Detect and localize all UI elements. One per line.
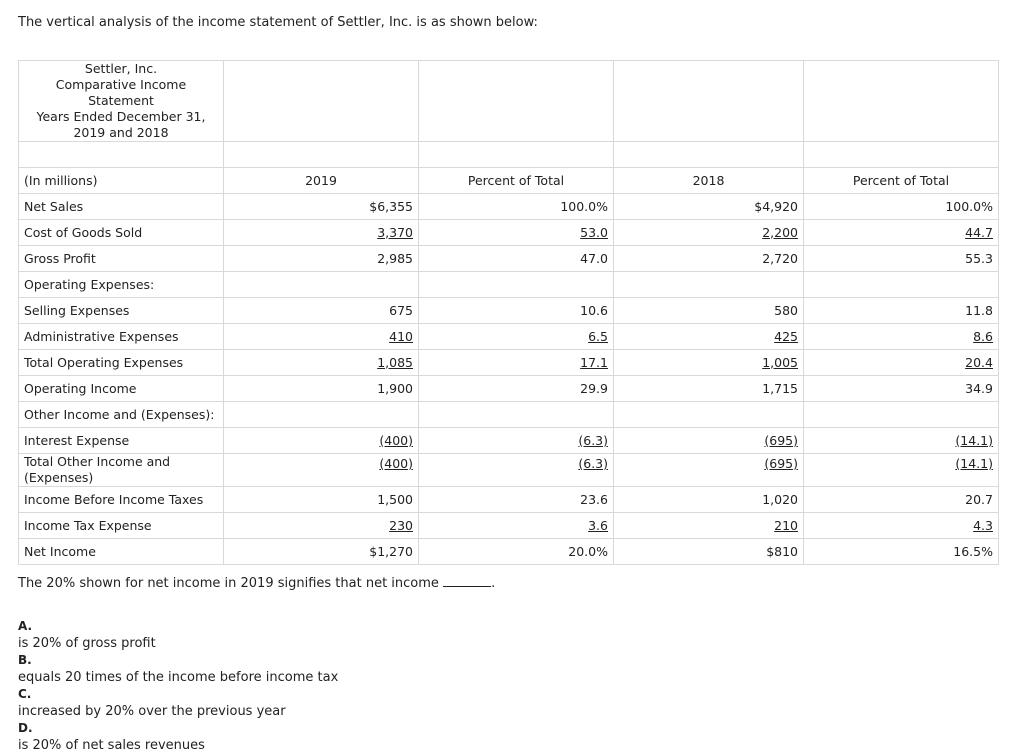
- column-header-row: [19, 168, 999, 194]
- row-label: Interest Expense: [19, 428, 224, 454]
- value-2018: 1,020: [614, 487, 804, 513]
- percent-2018: 44.7: [965, 224, 993, 240]
- header-percent-2019: Percent of Total: [419, 168, 614, 194]
- percent-2018: 4.3: [973, 517, 993, 533]
- percent-2019: 53.0: [580, 224, 608, 240]
- table-row: [19, 298, 999, 324]
- row-label: Operating Expenses:: [19, 272, 224, 298]
- choice-a[interactable]: [18, 618, 338, 652]
- percent-2019: 47.0: [419, 246, 614, 272]
- choice-b[interactable]: [18, 652, 338, 686]
- value-2018: $810: [614, 539, 804, 565]
- choice-d[interactable]: [18, 720, 338, 754]
- table-row: [19, 454, 999, 487]
- percent-2019: (6.3): [578, 456, 608, 471]
- percent-2019: 3.6: [588, 517, 608, 533]
- percent-2018: 8.6: [973, 328, 993, 344]
- choice-text: is 20% of gross profit: [18, 636, 156, 651]
- row-label: Administrative Expenses: [19, 324, 224, 350]
- value-2019: $1,270: [224, 539, 419, 565]
- percent-2018: 16.5%: [804, 539, 999, 565]
- table-row: [19, 220, 999, 246]
- row-label: Cost of Goods Sold: [19, 220, 224, 246]
- spacer-row: [19, 142, 999, 168]
- value-2019: 1,500: [224, 487, 419, 513]
- value-2018: 210: [774, 517, 798, 533]
- percent-2018: 34.9: [804, 376, 999, 402]
- row-label: Other Income and (Expenses):: [19, 402, 224, 428]
- row-label: Income Tax Expense: [19, 513, 224, 539]
- table-row: [19, 539, 999, 565]
- value-2019: 1,900: [224, 376, 419, 402]
- answer-blank: [443, 576, 491, 587]
- statement-title-row: [19, 61, 999, 142]
- income-statement-table: [18, 60, 999, 565]
- choice-text: is 20% of net sales revenues: [18, 738, 205, 753]
- value-2018: 425: [774, 328, 798, 344]
- table-row: [19, 350, 999, 376]
- percent-2018: 55.3: [804, 246, 999, 272]
- value-2018: (695): [764, 432, 798, 448]
- choice-letter: B.: [18, 653, 32, 667]
- table-row: [19, 194, 999, 220]
- percent-2019: 29.9: [419, 376, 614, 402]
- value-2019: $6,355: [224, 194, 419, 220]
- percent-2019: (6.3): [578, 432, 608, 448]
- table-row: [19, 272, 999, 298]
- header-units: (In millions): [19, 168, 224, 194]
- value-2019: (400): [379, 432, 413, 448]
- percent-2019: 10.6: [419, 298, 614, 324]
- row-label: Net Sales: [19, 194, 224, 220]
- table-row: [19, 246, 999, 272]
- table-row: [19, 402, 999, 428]
- row-label: Gross Profit: [19, 246, 224, 272]
- choice-text: increased by 20% over the previous year: [18, 704, 286, 719]
- percent-2019: 20.0%: [419, 539, 614, 565]
- statement-title: [19, 61, 224, 142]
- value-2018: 2,200: [762, 224, 798, 240]
- value-2018: $4,920: [614, 194, 804, 220]
- row-label: Operating Income: [19, 376, 224, 402]
- value-2018: 2,720: [614, 246, 804, 272]
- statement-period: Years Ended December 31,: [36, 109, 206, 124]
- value-2019: 3,370: [377, 224, 413, 240]
- question-text: The 20% shown for net income in 2019 signifies that net income .: [18, 576, 496, 591]
- percent-2018: 11.8: [804, 298, 999, 324]
- value-2018: 580: [614, 298, 804, 324]
- percent-2018: (14.1): [955, 456, 993, 471]
- value-2019: 1,085: [377, 354, 413, 370]
- value-2019: 675: [224, 298, 419, 324]
- header-2018: 2018: [614, 168, 804, 194]
- answer-choices: [18, 618, 338, 754]
- percent-2019: 100.0%: [419, 194, 614, 220]
- choice-text: equals 20 times of the income before income tax: [18, 670, 339, 685]
- percent-2018: 100.0%: [804, 194, 999, 220]
- header-2019: 2019: [224, 168, 419, 194]
- percent-2018: (14.1): [955, 432, 993, 448]
- row-label: Income Before Income Taxes: [19, 487, 224, 513]
- choice-letter: C.: [18, 687, 32, 701]
- row-label: Total Other Income and (Expenses): [19, 454, 224, 487]
- value-2019: (400): [379, 456, 413, 471]
- value-2018: (695): [764, 456, 798, 471]
- table-row: [19, 487, 999, 513]
- table-row: [19, 513, 999, 539]
- choice-letter: D.: [18, 721, 33, 735]
- company-name: Settler, Inc.: [84, 61, 158, 76]
- statement-name: Comparative Income Statement: [55, 77, 187, 108]
- row-label: Total Operating Expenses: [19, 350, 224, 376]
- choice-c[interactable]: [18, 686, 338, 720]
- percent-2019: 23.6: [419, 487, 614, 513]
- value-2018: 1,005: [762, 354, 798, 370]
- percent-2019: 6.5: [588, 328, 608, 344]
- header-percent-2018: Percent of Total: [804, 168, 999, 194]
- percent-2018: 20.4: [965, 354, 993, 370]
- value-2019: 410: [389, 328, 413, 344]
- question-prompt: The 20% shown for net income in 2019 signifies that net income: [18, 576, 439, 591]
- intro-text: The vertical analysis of the income statement of Settler, Inc. is as shown below:: [18, 15, 538, 30]
- choice-letter: A.: [18, 619, 33, 633]
- statement-years: 2019 and 2018: [73, 125, 169, 140]
- table-row: [19, 324, 999, 350]
- table-row: [19, 376, 999, 402]
- percent-2018: 20.7: [804, 487, 999, 513]
- row-label: Selling Expenses: [19, 298, 224, 324]
- value-2018: 1,715: [614, 376, 804, 402]
- row-label: Net Income: [19, 539, 224, 565]
- value-2019: 230: [389, 517, 413, 533]
- percent-2019: 17.1: [580, 354, 608, 370]
- table-row: [19, 428, 999, 454]
- value-2019: 2,985: [224, 246, 419, 272]
